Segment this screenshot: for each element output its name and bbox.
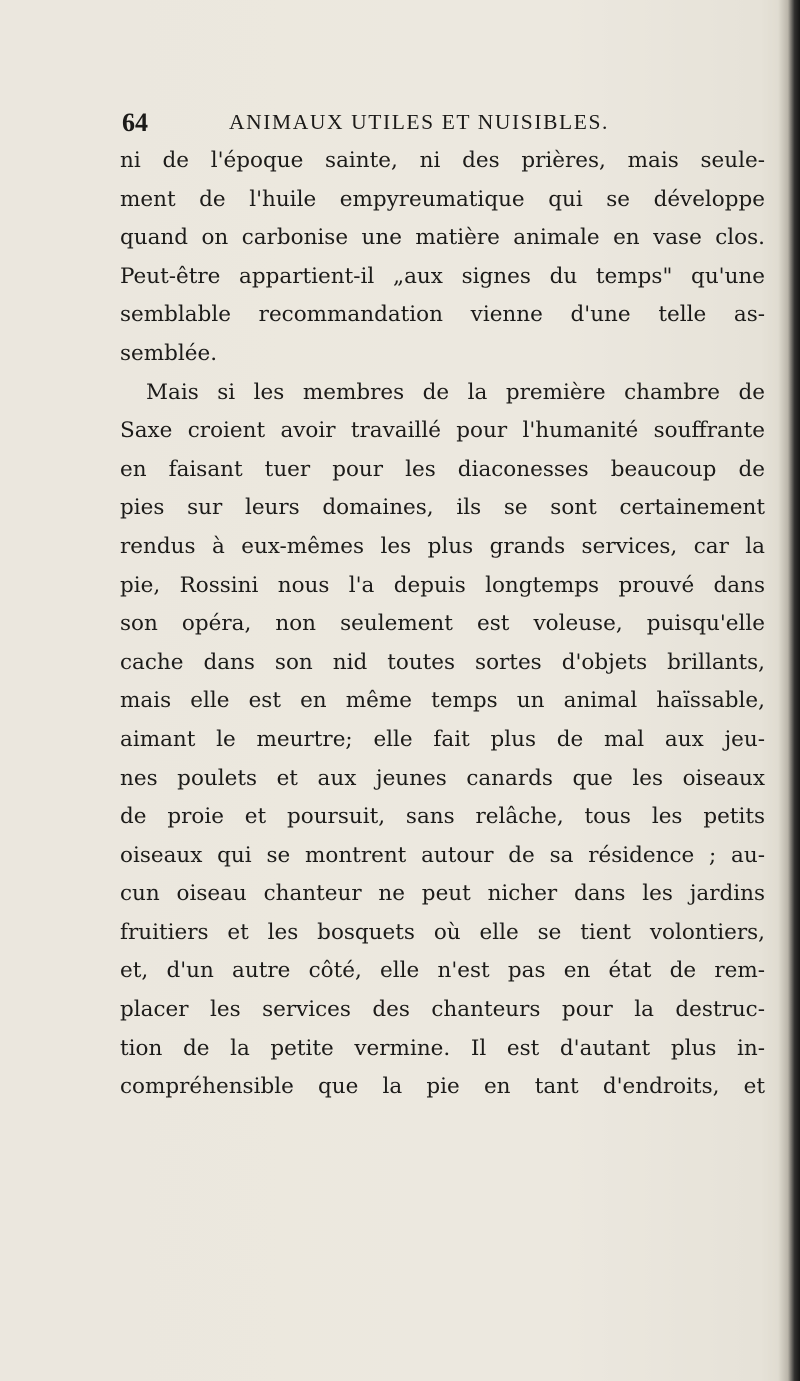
text-line: compréhensible que la pie en tant d'endroits, et [120, 1074, 765, 1100]
text-line: placer les services des chanteurs pour la destruc- [120, 997, 765, 1023]
text-line: cun oiseau chanteur ne peut nicher dans les jardins [120, 881, 765, 907]
text-line: fruitiers et les bosquets où elle se tient volontiers, [120, 919, 765, 945]
text-line: semblée. [120, 340, 218, 366]
text-line: Saxe croient avoir travaillé pour l'humanité souffrante [120, 418, 765, 444]
text-line: et, d'un autre côté, elle n'est pas en état de rem- [120, 958, 765, 984]
text-line: pies sur leurs domaines, ils se sont certainement [120, 495, 765, 521]
text-line: oiseaux qui se montrent autour de sa résidence ; au- [120, 842, 765, 868]
text-line: quand on carbonise une matière animale en vase clos. [120, 225, 765, 251]
text-line: nes poulets et aux jeunes canards que les oiseaux [120, 765, 765, 791]
running-head [122, 108, 762, 142]
text-line: ni de l'époque sainte, ni des prières, mais seule- [120, 148, 765, 173]
text-line: ment de l'huile empyreumatique qui se développe [120, 186, 765, 212]
text-line: son opéra, non seulement est voleuse, puisqu'elle [120, 611, 765, 637]
text-line: semblable recommandation vienne d'une telle as- [120, 302, 765, 328]
page-number: 64 [122, 108, 148, 137]
text-line: aimant le meurtre; elle fait plus de mal aux jeu- [120, 726, 765, 752]
page-edge-shadow [778, 0, 800, 1381]
body-text [120, 142, 765, 1107]
text-line: en faisant tuer pour les diaconesses beaucoup de [120, 456, 765, 482]
text-line: cache dans son nid toutes sortes d'objets brillants, [120, 649, 765, 675]
text-line: pie, Rossini nous l'a depuis longtemps prouvé dans [120, 572, 765, 598]
text-line: mais elle est en même temps un animal haïssable, [120, 688, 765, 714]
text-line: tion de la petite vermine. Il est d'autant plus in- [120, 1035, 765, 1061]
text-line: Mais si les membres de la première chambre de [146, 379, 765, 405]
text-line: de proie et poursuit, sans relâche, tous les petits [120, 804, 765, 830]
text-line: rendus à eux-mêmes les plus grands services, car la [120, 533, 765, 559]
text-line: Peut-être appartient-il „aux signes du temps" qu'une [120, 263, 765, 289]
running-title: ANIMAUX UTILES ET NUISIBLES. [229, 110, 610, 134]
